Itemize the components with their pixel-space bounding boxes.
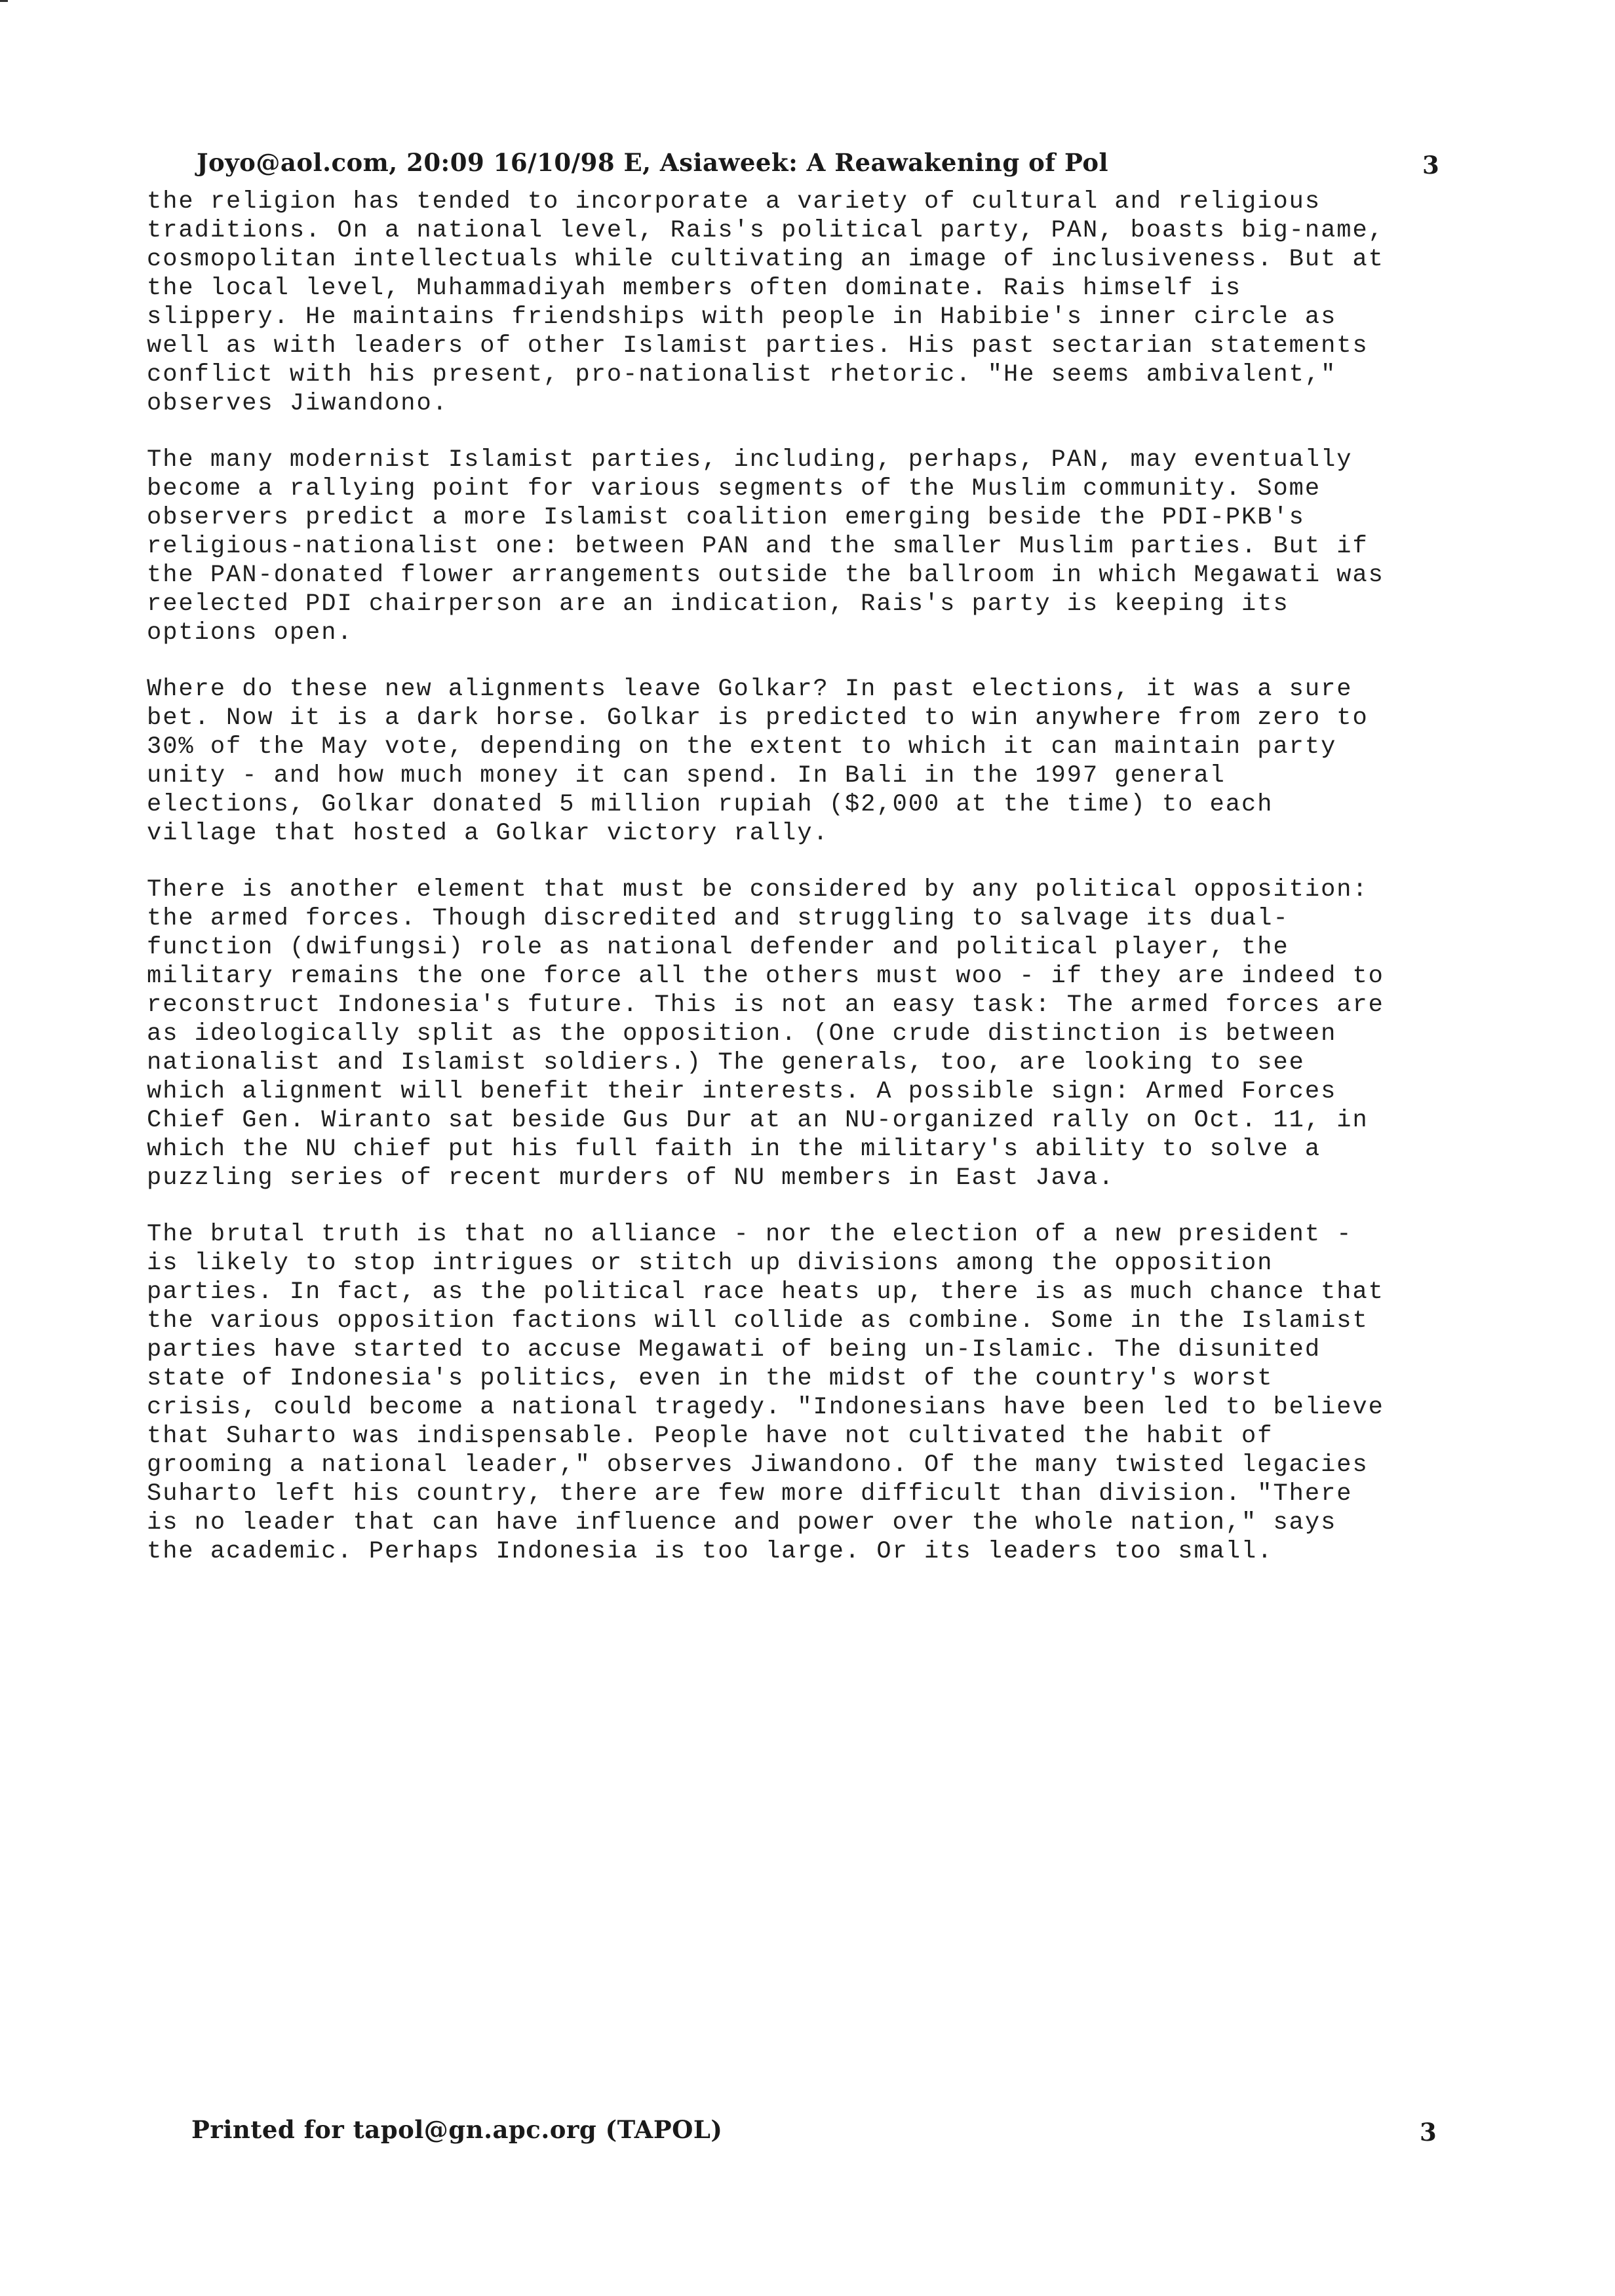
text-line: crisis, could become a national tragedy. "Indonesians have been led to believe [147, 1394, 1384, 1421]
text-line: the local level, Muhammadiyah members often dominate. Rais himself is [147, 275, 1242, 302]
page-header-title: Joyo@aol.com, 20:09 16/10/98 E, Asiaweek: A Reawakening of Pol [197, 148, 1109, 177]
text-line: Chief Gen. Wiranto sat beside Gus Dur at an NU-organized rally on Oct. 11, in [147, 1107, 1369, 1134]
text-line: observers predict a more Islamist coalition emerging beside the PDI-PKB's [147, 504, 1305, 531]
page-footer-printed-for: Printed for tapol@gn.apc.org (TAPOL) [191, 2115, 723, 2144]
text-line: bet. Now it is a dark horse. Golkar is predicted to win anywhere from zero to [147, 704, 1369, 732]
text-line: unity - and how much money it can spend. In Bali in the 1997 general [147, 762, 1226, 790]
text-line: conflict with his present, pro-nationalist rhetoric. "He seems ambivalent," [147, 361, 1337, 389]
text-line: is no leader that can have influence and power over the whole nation," says [147, 1509, 1337, 1537]
text-line: The many modernist Islamist parties, including, perhaps, PAN, may eventually [147, 446, 1353, 474]
text-line: is likely to stop intrigues or stitch up divisions among the opposition [147, 1250, 1274, 1277]
paragraph [147, 446, 1458, 647]
text-line: as ideologically split as the opposition. (One crude distinction is between [147, 1020, 1337, 1048]
text-line: traditions. On a national level, Rais's political party, PAN, boasts big-name, [147, 217, 1384, 244]
paragraph [147, 675, 1458, 848]
document-body [147, 187, 1458, 1594]
text-line: the PAN-donated flower arrangements outside the ballroom in which Megawati was [147, 562, 1384, 589]
text-line: slippery. He maintains friendships with people in Habibie's inner circle as [147, 303, 1337, 331]
text-line: well as with leaders of other Islamist parties. His past sectarian statements [147, 332, 1369, 360]
text-line: the academic. Perhaps Indonesia is too large. Or its leaders too small. [147, 1538, 1274, 1565]
text-line: Suharto left his country, there are few more difficult than division. "There [147, 1480, 1353, 1508]
text-line: There is another element that must be considered by any political opposition: [147, 876, 1369, 904]
text-line: village that hosted a Golkar victory rally. [147, 820, 829, 847]
page-header-number: 3 [1422, 151, 1440, 180]
paragraph [147, 187, 1458, 418]
text-line: become a rallying point for various segments of the Muslim community. Some [147, 475, 1321, 503]
text-line: parties. In fact, as the political race heats up, there is as much chance that [147, 1278, 1384, 1306]
text-line: 30% of the May vote, depending on the extent to which it can maintain party [147, 733, 1337, 761]
text-line: which alignment will benefit their interests. A possible sign: Armed Forces [147, 1078, 1337, 1105]
text-line: cosmopolitan intellectuals while cultivating an image of inclusiveness. But at [147, 246, 1384, 273]
text-line: which the NU chief put his full faith in the military's ability to solve a [147, 1136, 1321, 1163]
text-line: that Suharto was indispensable. People have not cultivated the habit of [147, 1423, 1274, 1450]
text-line: the armed forces. Though discredited and struggling to salvage its dual- [147, 905, 1289, 932]
text-line: observes Jiwandono. [147, 390, 448, 417]
text-line: nationalist and Islamist soldiers.) The generals, too, are looking to see [147, 1049, 1305, 1077]
text-line: puzzling series of recent murders of NU members in East Java. [147, 1164, 1115, 1192]
text-line: grooming a national leader," observes Jiwandono. Of the many twisted legacies [147, 1451, 1369, 1479]
text-line: religious-nationalist one: between PAN and the smaller Muslim parties. But if [147, 533, 1369, 560]
text-line: the religion has tended to incorporate a variety of cultural and religious [147, 188, 1321, 216]
paragraph [147, 1220, 1458, 1566]
text-line: reelected PDI chairperson are an indication, Rais's party is keeping its [147, 590, 1289, 618]
text-line: elections, Golkar donated 5 million rupiah ($2,000 at the time) to each [147, 791, 1274, 818]
text-line: military remains the one force all the others must woo - if they are indeed to [147, 963, 1384, 990]
paragraph [147, 875, 1458, 1193]
text-line: Where do these new alignments leave Golkar? In past elections, it was a sure [147, 676, 1353, 703]
text-line: function (dwifungsi) role as national defender and political player, the [147, 934, 1289, 961]
page-footer-number: 3 [1420, 2118, 1437, 2147]
text-line: options open. [147, 619, 353, 647]
text-line: the various opposition factions will collide as combine. Some in the Islamist [147, 1307, 1369, 1335]
text-line: The brutal truth is that no alliance - nor the election of a new president - [147, 1221, 1353, 1248]
scan-edge-mark [0, 0, 8, 2]
text-line: reconstruct Indonesia's future. This is not an easy task: The armed forces are [147, 991, 1384, 1019]
text-line: state of Indonesia's politics, even in the midst of the country's worst [147, 1365, 1274, 1392]
text-line: parties have started to accuse Megawati of being un-Islamic. The disunited [147, 1336, 1321, 1364]
